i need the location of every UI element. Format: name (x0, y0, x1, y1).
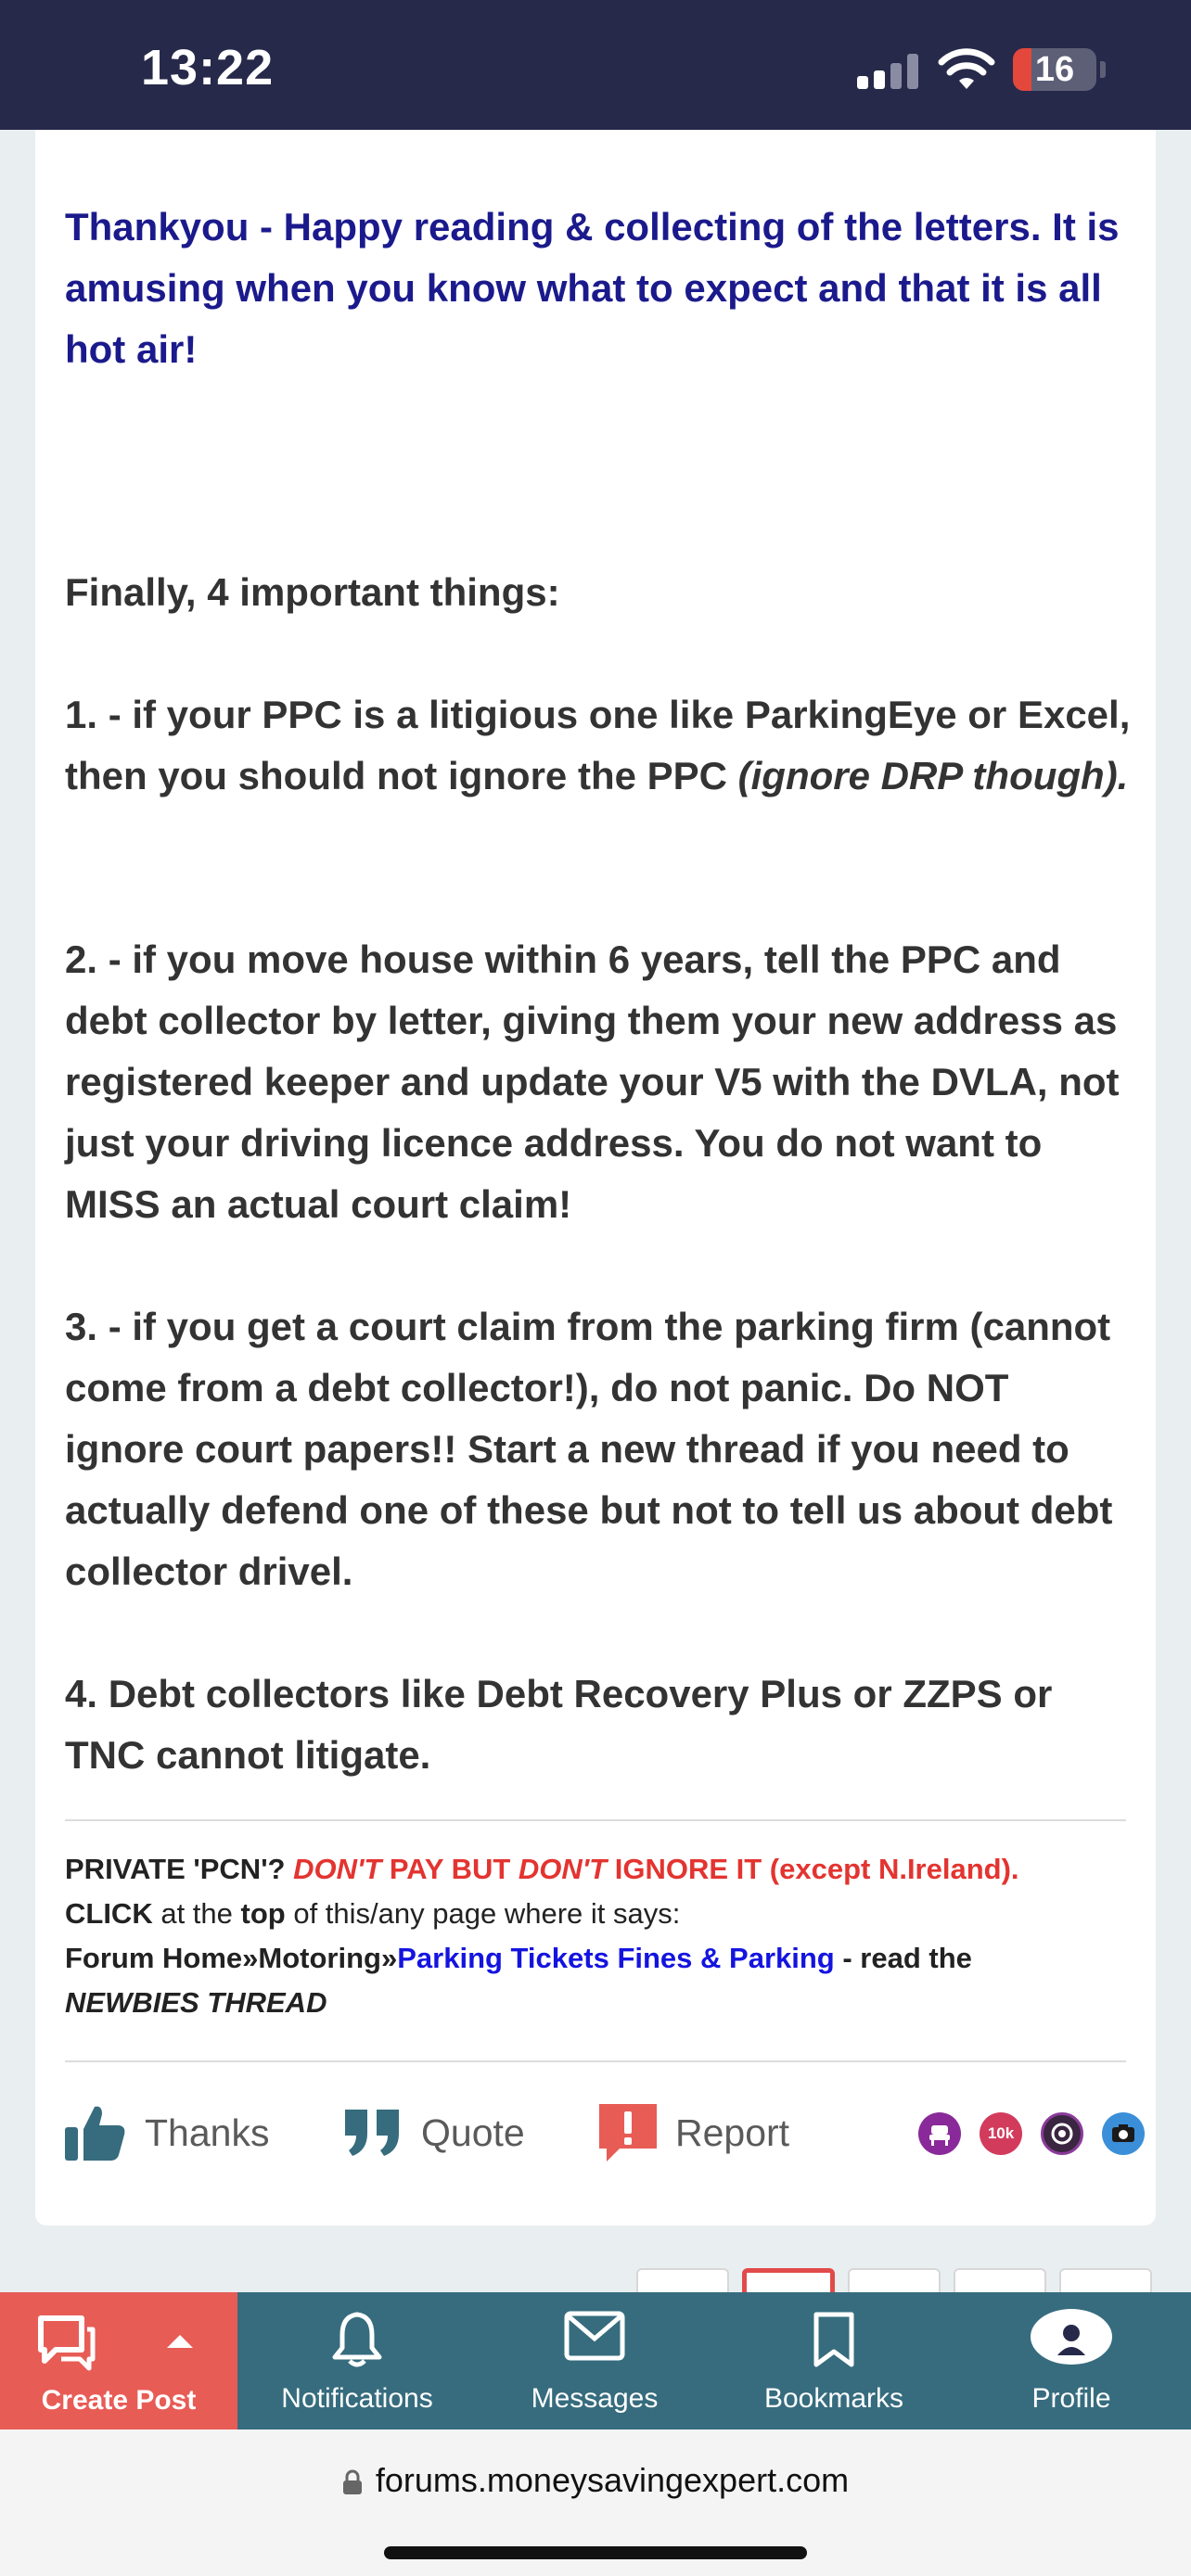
post-point-1: 1. - if your PPC is a litigious one like ParkingEye or Excel, then you should not ignore the PPC (ignore DRP though). (65, 693, 1131, 797)
chat-bubble-icon (37, 2315, 96, 2372)
quote-icon (343, 2108, 403, 2158)
bottom-nav (0, 2292, 1191, 2429)
home-indicator[interactable] (384, 2546, 807, 2559)
nav-notifications[interactable]: Notifications (241, 2292, 473, 2429)
report-button[interactable]: Report (599, 2096, 789, 2170)
lock-icon (342, 2469, 363, 2495)
signature-line-2: CLICK at the top of this/any page where it says: (65, 1897, 681, 1930)
signature-divider (65, 1819, 1126, 1821)
url-display[interactable] (0, 2461, 1191, 2500)
post-heading: Finally, 4 important things: (65, 570, 560, 614)
status-time: 13:22 (141, 40, 275, 96)
chevron-up-icon (167, 2333, 193, 2350)
thumbs-up-icon (65, 2103, 126, 2162)
chair-badge-icon[interactable] (918, 2112, 961, 2155)
camera-badge-icon[interactable] (1102, 2112, 1145, 2155)
post-actions (65, 2096, 1132, 2170)
post-point-4: 4. Debt collectors like Debt Recovery Plus or ZZPS or TNC cannot litigate. (65, 1672, 1053, 1777)
signature-line-4: NEWBIES THREAD (65, 1986, 327, 2019)
quote-button[interactable]: Quote (343, 2096, 525, 2170)
post-card (35, 130, 1156, 2225)
signature-line-3: Forum Home»Motoring»Parking Tickets Fines & Parking - read the (65, 1942, 972, 1974)
battery-level: 16 (1034, 50, 1075, 89)
battery-icon (1013, 48, 1096, 91)
signature (65, 1847, 1132, 2025)
thanks-button[interactable]: Thanks (65, 2096, 269, 2170)
wifi-icon (937, 46, 996, 91)
post-point-2: 2. - if you move house within 6 years, tell the PPC and debt collector by letter, giving them your new address as registered keeper and update your V5 with the DVLA, not just your driving licence address. You do not want to MISS an actual court claim! (65, 937, 1120, 1226)
parking-tickets-link[interactable]: Parking Tickets Fines & Parking (397, 1942, 835, 1974)
nav-bookmarks[interactable]: Bookmarks (718, 2292, 950, 2429)
bookmark-icon (813, 2311, 855, 2368)
actions-divider (65, 2060, 1126, 2062)
browser-url-bar[interactable] (0, 2429, 1191, 2576)
cellular-signal-icon (857, 52, 922, 89)
post-intro: Thankyou - Happy reading & collecting of the letters. It is amusing when you know what to expect and that it is all hot air! (65, 205, 1120, 371)
10k-posts-badge-icon[interactable]: 10k (980, 2112, 1022, 2155)
signature-line-1: PRIVATE 'PCN'? DON'T PAY BUT DON'T IGNORE IT (except N.Ireland). (65, 1853, 1019, 1885)
avatar-icon (1030, 2305, 1113, 2365)
status-bar (0, 0, 1191, 130)
nav-messages[interactable]: Messages (479, 2292, 711, 2429)
alert-flag-icon (599, 2104, 657, 2162)
post-point-3: 3. - if you get a court claim from the parking firm (cannot come from a debt collector!), do not panic. Do NOT ignore court papers!! Start a new thread if you need to actually defend one of these but not to tell us about debt collector drivel. (65, 1305, 1113, 1593)
envelope-icon (564, 2311, 625, 2361)
bell-icon (331, 2311, 383, 2368)
camera-lens-badge-icon[interactable] (1041, 2112, 1083, 2155)
url-text: forums.moneysavingexpert.com (375, 2461, 850, 2499)
create-post-button[interactable]: Create Post (0, 2292, 237, 2429)
nav-profile[interactable]: Profile (955, 2292, 1187, 2429)
